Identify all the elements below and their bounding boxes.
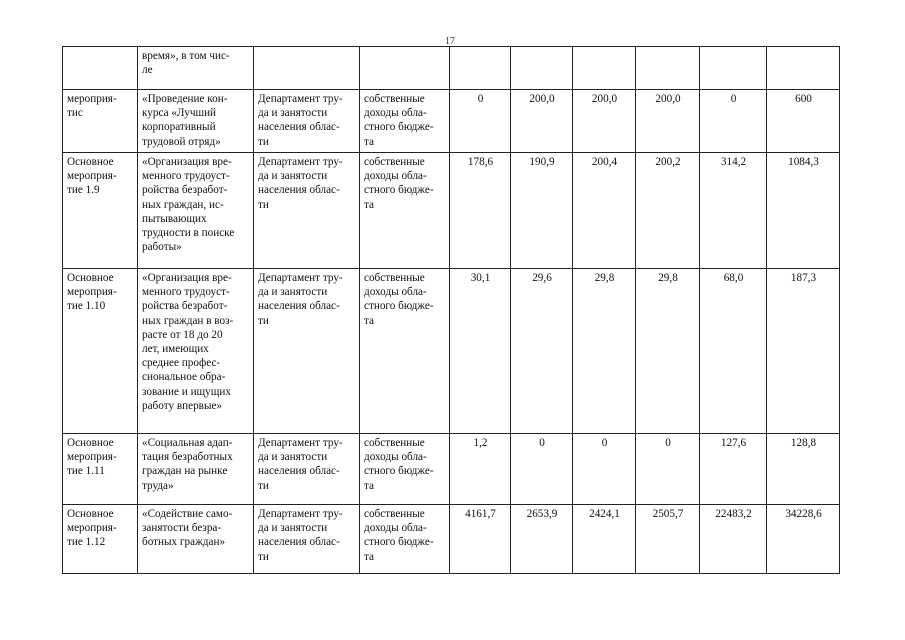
value-cell: 128,8	[767, 434, 840, 505]
event-cell: Основное мероприя- тие 1.9	[63, 153, 138, 269]
value-cell: 200,4	[573, 153, 636, 269]
funding-source-cell: собственные доходы обла- стного бюдже- та	[360, 434, 450, 505]
table-row	[63, 47, 840, 90]
value-cell: 600	[767, 90, 840, 153]
value-cell: 1084,3	[767, 153, 840, 269]
table-row	[63, 269, 840, 434]
executor-cell: Департамент тру- да и занятости населения облас- ти	[254, 434, 360, 505]
event-cell: мероприя- тис	[63, 90, 138, 153]
value-cell: 29,8	[573, 269, 636, 434]
event-cell: Основное мероприя- тие 1.12	[63, 505, 138, 574]
table-row	[63, 505, 840, 574]
value-cell: 2653,9	[511, 505, 573, 574]
event-cell	[63, 47, 138, 90]
table-row	[63, 153, 840, 269]
value-cell: 0	[450, 90, 511, 153]
executor-cell: Департамент тру- да и занятости населения облас- ти	[254, 505, 360, 574]
event-cell: Основное мероприя- тие 1.11	[63, 434, 138, 505]
description-cell: «Организация вре- менного трудоуст- ройства безработ- ных граждан, ис- пытывающих трудности в поиске работы»	[138, 153, 254, 269]
value-cell: 0	[700, 90, 767, 153]
executor-cell	[254, 47, 360, 90]
funding-source-cell: собственные доходы обла- стного бюдже- та	[360, 505, 450, 574]
executor-cell: Департамент тру- да и занятости населения облас- ти	[254, 153, 360, 269]
value-cell: 2424,1	[573, 505, 636, 574]
value-cell: 187,3	[767, 269, 840, 434]
value-cell: 1,2	[450, 434, 511, 505]
value-cell: 0	[573, 434, 636, 505]
funding-source-cell	[360, 47, 450, 90]
value-cell: 190,9	[511, 153, 573, 269]
value-cell: 200,0	[511, 90, 573, 153]
value-cell: 4161,7	[450, 505, 511, 574]
value-cell	[511, 47, 573, 90]
page-number: 17	[445, 36, 455, 47]
description-cell: «Организация вре- менного трудоуст- ройства безработ- ных граждан в воз- расте от 18 до 20 лет, имеющих среднее профес- сиональное обра- зование и ищущих работу впервые»	[138, 269, 254, 434]
funding-source-cell: собственные доходы обла- стного бюдже- та	[360, 269, 450, 434]
table-row	[63, 90, 840, 153]
description-cell: «Социальная адап- тация безработных граждан на рынке труда»	[138, 434, 254, 505]
executor-cell: Департамент тру- да и занятости населения облас- ти	[254, 90, 360, 153]
value-cell	[636, 47, 700, 90]
description-cell: время», в том чис- ле	[138, 47, 254, 90]
value-cell: 127,6	[700, 434, 767, 505]
value-cell: 29,6	[511, 269, 573, 434]
value-cell: 30,1	[450, 269, 511, 434]
value-cell: 200,0	[636, 90, 700, 153]
value-cell	[573, 47, 636, 90]
value-cell: 200,2	[636, 153, 700, 269]
value-cell	[700, 47, 767, 90]
table-row	[63, 434, 840, 505]
value-cell: 0	[636, 434, 700, 505]
value-cell: 200,0	[573, 90, 636, 153]
value-cell: 178,6	[450, 153, 511, 269]
value-cell: 22483,2	[700, 505, 767, 574]
value-cell	[767, 47, 840, 90]
description-cell: «Содействие само- занятости безра- ботных граждан»	[138, 505, 254, 574]
description-cell: «Проведение кон- курса «Лучший корпоративный трудовой отряд»	[138, 90, 254, 153]
event-cell: Основное мероприя- тие 1.10	[63, 269, 138, 434]
value-cell: 2505,7	[636, 505, 700, 574]
value-cell: 34228,6	[767, 505, 840, 574]
value-cell: 29,8	[636, 269, 700, 434]
budget-table	[62, 46, 840, 574]
funding-source-cell: собственные доходы обла- стного бюдже- та	[360, 90, 450, 153]
executor-cell: Департамент тру- да и занятости населения облас- ти	[254, 269, 360, 434]
funding-source-cell: собственные доходы обла- стного бюдже- та	[360, 153, 450, 269]
value-cell: 0	[511, 434, 573, 505]
value-cell: 68,0	[700, 269, 767, 434]
value-cell	[450, 47, 511, 90]
value-cell: 314,2	[700, 153, 767, 269]
